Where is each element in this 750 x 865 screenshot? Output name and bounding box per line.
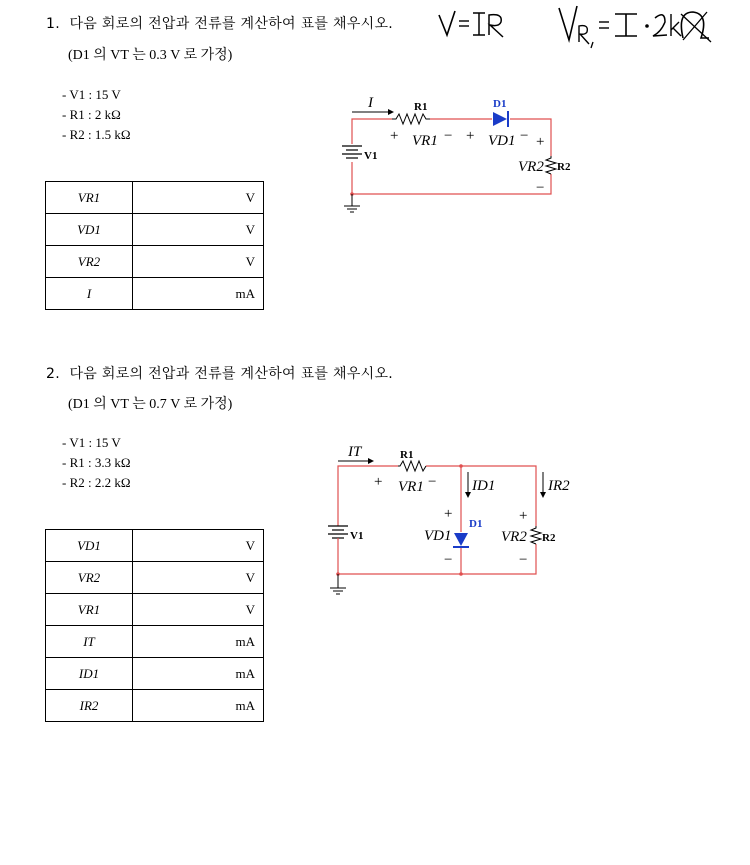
row-label: VR1	[46, 182, 133, 214]
given-r2: - R2 : 1.5 kΩ	[62, 127, 131, 142]
minus-sign: −	[444, 128, 453, 144]
table-row	[46, 182, 264, 214]
v1-label: V1	[350, 530, 364, 542]
row-label: VR1	[46, 594, 133, 626]
circuit1-diagram	[330, 88, 590, 223]
row-label: IT	[46, 626, 133, 658]
plus-sign: +	[466, 128, 475, 144]
resistor-r2-symbol	[531, 526, 541, 544]
row-label: VD1	[46, 214, 133, 246]
unit: mA	[235, 285, 255, 301]
table-row	[46, 562, 264, 594]
table-row	[46, 246, 264, 278]
resistor-r1-symbol	[392, 114, 430, 124]
problem1-answer-table	[45, 181, 264, 310]
answer-cell[interactable]	[133, 182, 264, 214]
minus-sign: −	[444, 552, 453, 568]
vr1-label: VR1	[398, 479, 424, 495]
table-row	[46, 278, 264, 310]
answer-cell[interactable]	[133, 246, 264, 278]
problem2-assumption: (D1 의 VT 는 0.7 V 로 가정)	[68, 397, 233, 412]
answer-cell[interactable]	[133, 658, 264, 690]
problem1-number: 1.	[46, 16, 60, 32]
resistor-r2-symbol	[546, 156, 556, 174]
given-v1: - V1 : 15 V	[62, 435, 121, 450]
unit: V	[245, 569, 255, 585]
answer-cell[interactable]	[133, 626, 264, 658]
given-v1: - V1 : 15 V	[62, 87, 121, 102]
table-row	[46, 626, 264, 658]
answer-cell[interactable]	[133, 278, 264, 310]
problem1-title: 다음 회로의 전압과 전류를 계산하여 표를 채우시오.	[69, 16, 394, 32]
problem1-heading	[46, 13, 393, 33]
r2-label: R2	[557, 161, 571, 173]
plus-sign: +	[444, 506, 453, 522]
minus-sign: −	[536, 180, 545, 196]
diode-d1-symbol	[453, 533, 469, 547]
answer-cell[interactable]	[133, 690, 264, 722]
r1-label: R1	[400, 449, 414, 461]
table-row	[46, 594, 264, 626]
table-row	[46, 690, 264, 722]
current-d1-label: ID1	[472, 478, 496, 494]
vd1-label: VD1	[488, 133, 516, 149]
row-label: VD1	[46, 530, 133, 562]
handwriting-right	[555, 2, 715, 52]
problem2-title: 다음 회로의 전압과 전류를 계산하여 표를 채우시오.	[69, 366, 394, 382]
unit: mA	[235, 633, 255, 649]
answer-cell[interactable]	[133, 562, 264, 594]
unit: mA	[235, 665, 255, 681]
answer-cell[interactable]	[133, 530, 264, 562]
row-label: VR2	[46, 562, 133, 594]
problem2-heading	[46, 363, 393, 383]
row-label: I	[46, 278, 133, 310]
battery-v1-symbol	[328, 526, 348, 544]
unit: V	[245, 221, 255, 237]
r1-label: R1	[414, 101, 428, 113]
vr1-label: VR1	[412, 133, 438, 149]
minus-sign: −	[519, 552, 528, 568]
unit: mA	[235, 697, 255, 713]
problem2-number: 2.	[46, 366, 60, 382]
given-r2: - R2 : 2.2 kΩ	[62, 475, 131, 490]
answer-cell[interactable]	[133, 594, 264, 626]
diode-d1-symbol	[493, 111, 508, 127]
minus-sign: −	[520, 128, 529, 144]
table-row	[46, 214, 264, 246]
given-r1: - R1 : 3.3 kΩ	[62, 455, 131, 470]
handwriting-left	[435, 5, 515, 45]
table-row	[46, 530, 264, 562]
resistor-r1-symbol	[398, 461, 426, 471]
unit: V	[245, 601, 255, 617]
answer-cell[interactable]	[133, 214, 264, 246]
problem1-assumption: (D1 의 VT 는 0.3 V 로 가정)	[68, 48, 233, 63]
given-r1: - R1 : 2 kΩ	[62, 107, 121, 122]
v1-label: V1	[364, 150, 378, 162]
row-label: VR2	[46, 246, 133, 278]
d1-label: D1	[493, 98, 507, 110]
battery-v1-symbol	[342, 146, 362, 158]
unit: V	[245, 537, 255, 553]
unit: V	[245, 253, 255, 269]
problem1-givens	[62, 85, 131, 145]
plus-sign: +	[374, 474, 383, 490]
current-label: I	[368, 95, 373, 111]
plus-sign: +	[390, 128, 399, 144]
problem2-answer-table	[45, 529, 264, 722]
problem2-givens	[62, 433, 131, 493]
row-label: ID1	[46, 658, 133, 690]
d1-label: D1	[469, 518, 483, 530]
vr2-label: VR2	[501, 529, 527, 545]
circuit2-diagram	[320, 440, 590, 605]
row-label: IR2	[46, 690, 133, 722]
unit: V	[245, 189, 255, 205]
minus-sign: −	[428, 474, 437, 490]
current-total-label: IT	[348, 444, 362, 460]
current-r2-label: IR2	[548, 478, 570, 494]
r2-label: R2	[542, 532, 556, 544]
vr2-label: VR2	[518, 159, 544, 175]
plus-sign: +	[536, 134, 545, 150]
plus-sign: +	[519, 508, 528, 524]
table-row	[46, 658, 264, 690]
vd1-label: VD1	[424, 528, 452, 544]
